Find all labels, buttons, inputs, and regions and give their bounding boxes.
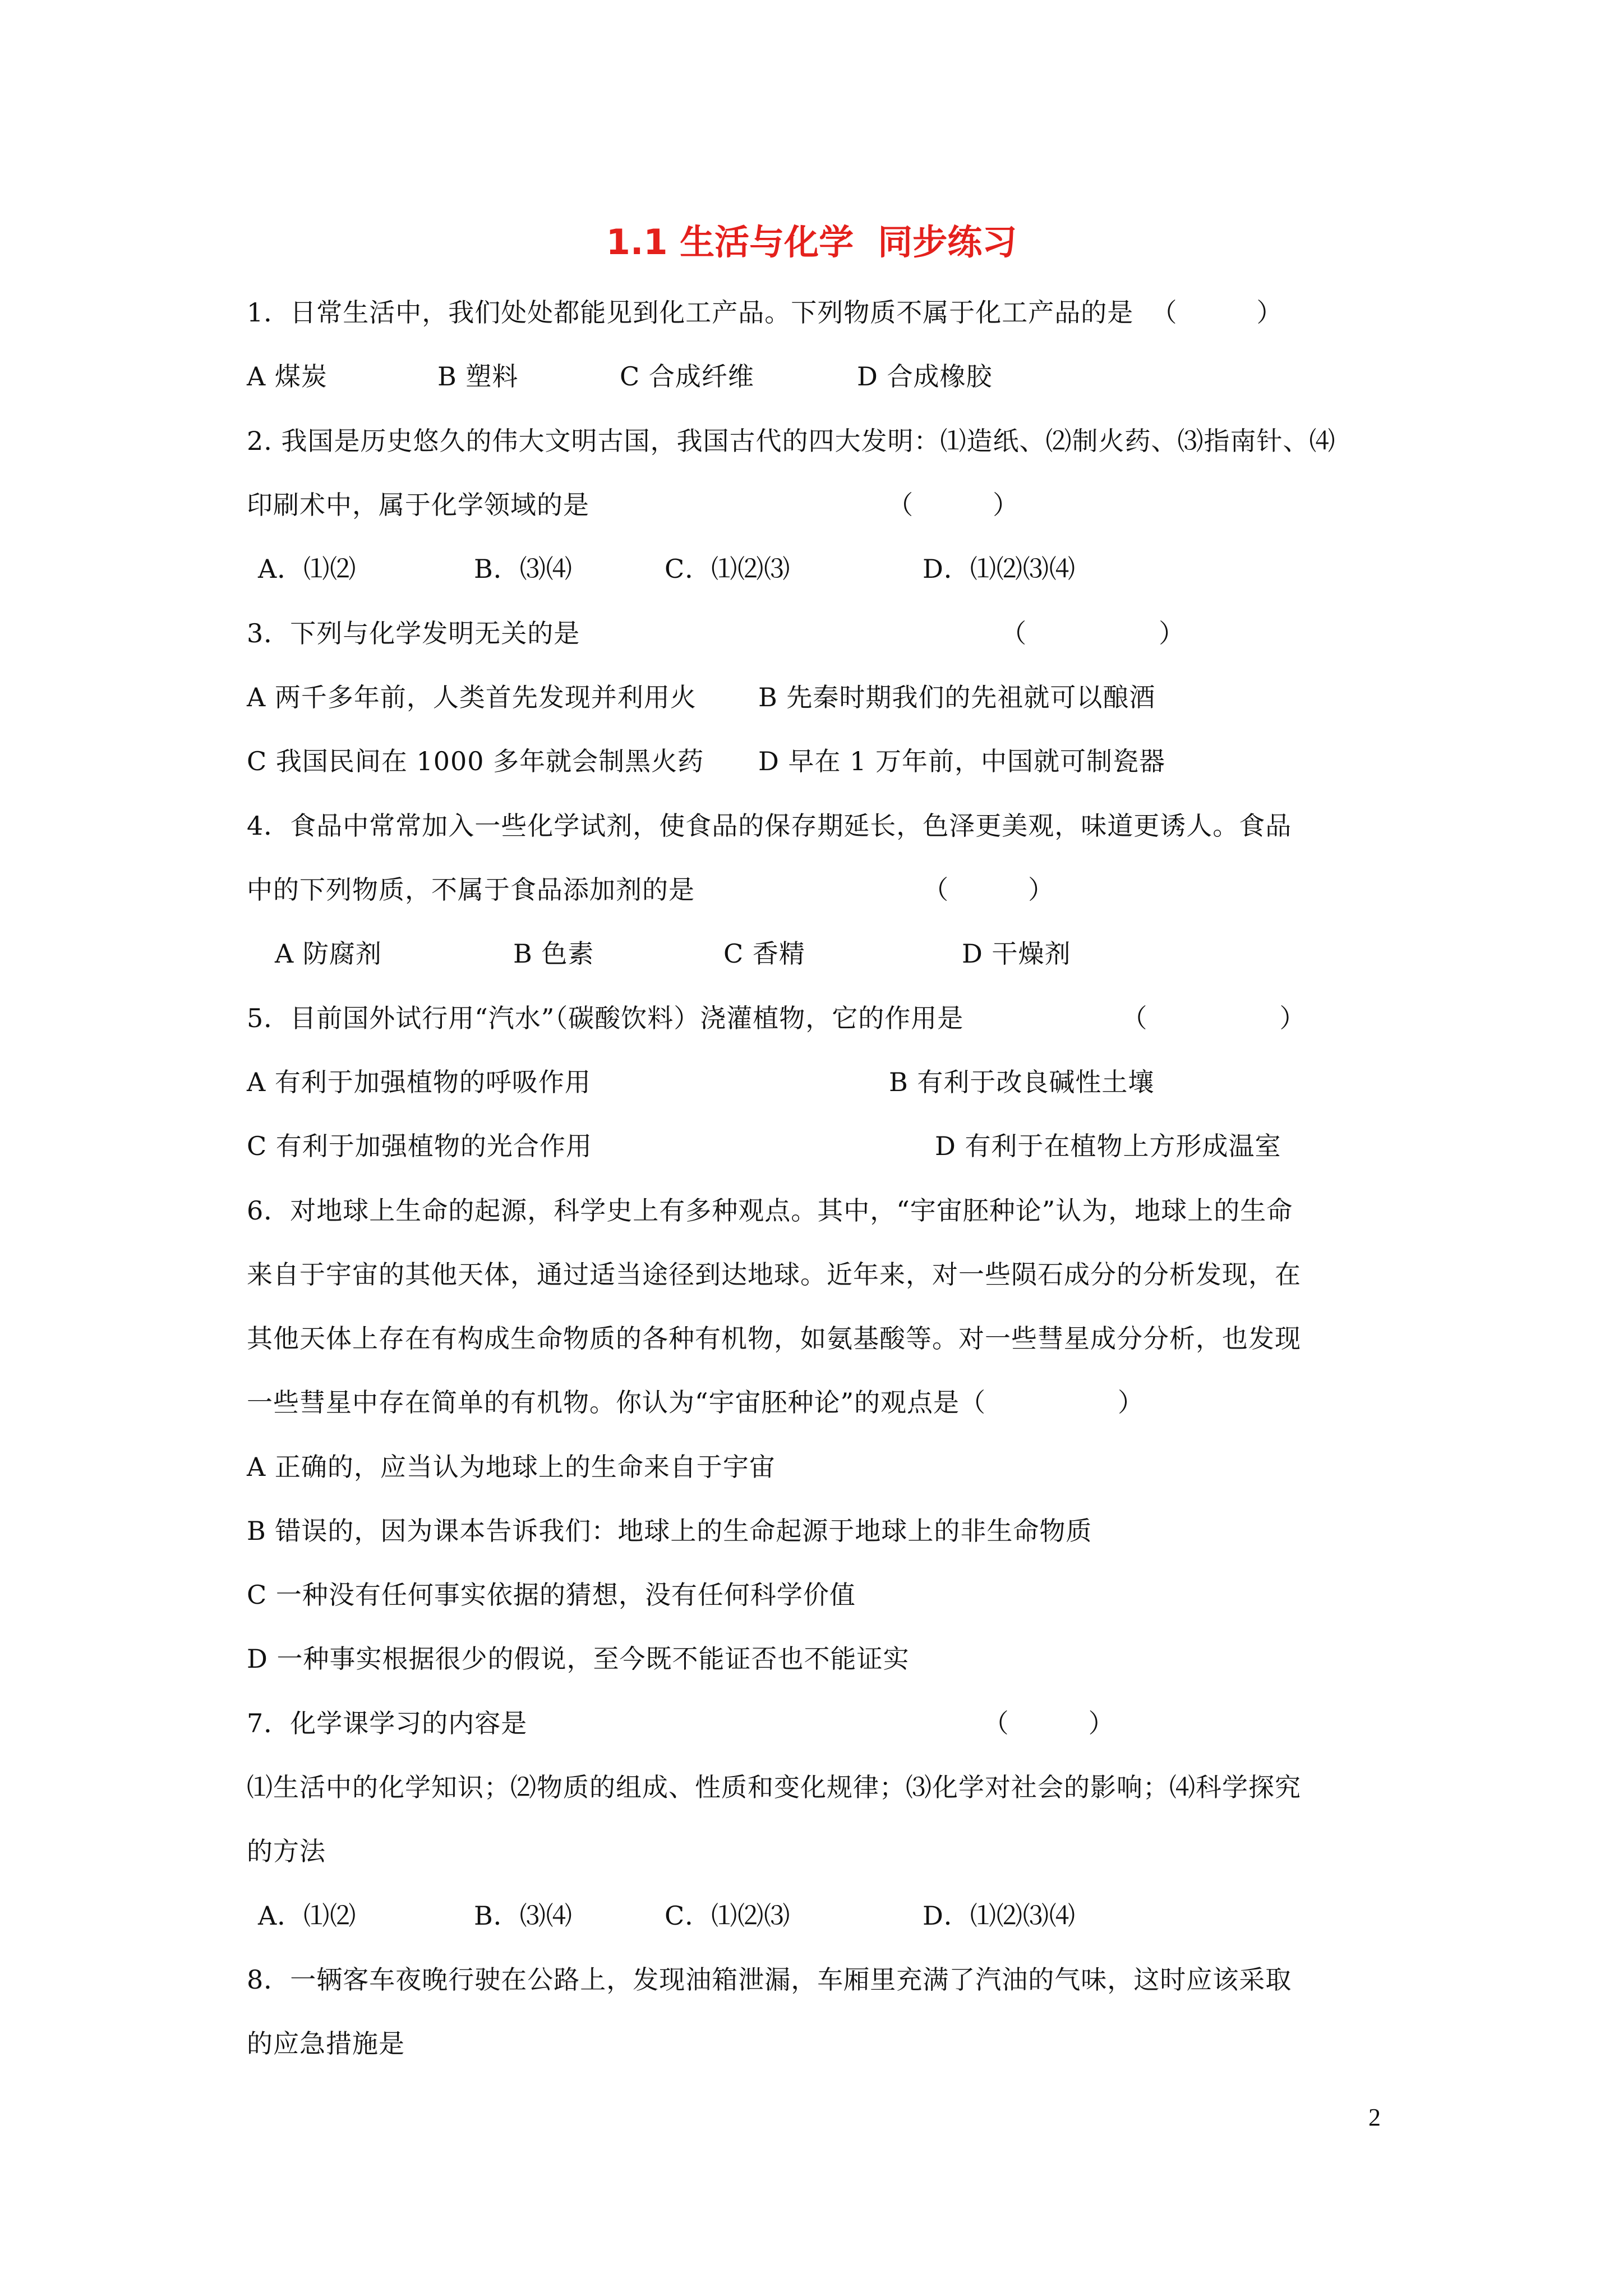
question-8-stem-line-2: 的应急措施是 [247, 2028, 405, 2059]
question-4-option-a: A 防腐剂 [275, 938, 382, 969]
question-2-option-a: A．⑴⑵ [258, 554, 357, 584]
question-7-stem-line-3: 的方法 [247, 1836, 326, 1866]
question-2-option-b: B．⑶⑷ [474, 554, 573, 584]
question-4-option-c: C 香精 [723, 938, 805, 969]
question-4-option-d: D 干燥剂 [962, 938, 1071, 969]
question-2-stem-line-2: 印刷术中，属于化学领域的是 （ ） [247, 490, 1020, 520]
question-2-option-c: C．⑴⑵⑶ [665, 554, 791, 584]
question-5-stem-line-1: 5．目前国外试行用“汽水”（碳酸饮料）浇灌植物，它的作用是 （ ） [247, 1003, 1306, 1033]
page-number: 2 [1368, 2104, 1381, 2131]
question-6-option-b: B 错误的，因为课本告诉我们：地球上的生命起源于地球上的非生命物质 [247, 1516, 1092, 1546]
question-4-stem-line-1: 4．食品中常常加入一些化学试剂，使食品的保存期延长，色泽更美观，味道更诱人。食品 [247, 811, 1292, 841]
question-1-stem-line-1: 1．日常生活中，我们处处都能见到化工产品。下列物质不属于化工产品的是 （ ） [247, 297, 1283, 328]
question-5-option-a: A 有利于加强植物的呼吸作用 [247, 1067, 591, 1097]
question-7-stem-line-2: ⑴生活中的化学知识；⑵物质的组成、性质和变化规律；⑶化学对社会的影响；⑷科学探究 [247, 1772, 1301, 1802]
question-4-option-b: B 色素 [513, 938, 594, 969]
question-7-option-c: C．⑴⑵⑶ [665, 1901, 791, 1931]
question-3-option-c: C 我国民间在 1000 多年就会制黑火药 [247, 746, 704, 776]
question-7-option-d: D．⑴⑵⑶⑷ [923, 1901, 1076, 1931]
question-1-option-a: A 煤炭 [247, 361, 328, 392]
question-7-stem-line-1: 7．化学课学习的内容是 （ ） [247, 1708, 1115, 1738]
question-1-option-b: B 塑料 [437, 361, 519, 392]
question-6-stem-line-2: 来自于宇宙的其他天体，通过适当途径到达地球。近年来，对一些陨石成分的分析发现，在 [247, 1259, 1301, 1290]
question-5-option-d: D 有利于在植物上方形成温室 [935, 1131, 1281, 1161]
question-6-stem-line-3: 其他天体上存在有构成生命物质的各种有机物，如氨基酸等。对一些彗星成分分析，也发现 [247, 1323, 1301, 1354]
question-3-option-d: D 早在 1 万年前，中国就可制瓷器 [758, 746, 1166, 776]
question-7-option-a: A．⑴⑵ [258, 1901, 357, 1931]
question-2-option-d: D．⑴⑵⑶⑷ [923, 554, 1076, 584]
question-1-option-c: C 合成纤维 [620, 361, 754, 392]
question-5-option-c: C 有利于加强植物的光合作用 [247, 1131, 592, 1161]
question-3-option-b: B 先秦时期我们的先祖就可以酿酒 [758, 682, 1156, 712]
question-4-stem-line-2: 中的下列物质，不属于食品添加剂的是 （ ） [247, 875, 1055, 905]
question-3-stem-line-1: 3．下列与化学发明无关的是 （ ） [247, 618, 1186, 648]
question-8-stem-line-1: 8．一辆客车夜晚行驶在公路上，发现油箱泄漏，车厢里充满了汽油的气味，这时应该采取 [247, 1964, 1292, 1995]
question-6-option-c: C 一种没有任何事实依据的猜想，没有任何科学价值 [247, 1580, 856, 1610]
question-6-stem-line-1: 6．对地球上生命的起源，科学史上有多种观点。其中，“宇宙胚种论”认为，地球上的生命 [247, 1195, 1293, 1226]
question-6-option-a: A 正确的，应当认为地球上的生命来自于宇宙 [247, 1452, 776, 1482]
question-2-stem-line-1: 2. 我国是历史悠久的伟大文明古国，我国古代的四大发明：⑴造纸、⑵制火药、⑶指南针、⑷ [247, 426, 1336, 456]
question-6-option-d: D 一种事实根据很少的假说，至今既不能证否也不能证实 [247, 1644, 910, 1674]
page-title: 1.1 生活与化学 同步练习 [606, 222, 1017, 263]
question-3-option-a: A 两千多年前，人类首先发现并利用火 [247, 682, 697, 712]
question-1-option-d: D 合成橡胶 [857, 361, 993, 392]
question-6-stem-line-4: 一些彗星中存在简单的有机物。你认为“宇宙胚种论”的观点是（ ） [247, 1387, 1145, 1418]
question-5-option-b: B 有利于改良碱性土壤 [889, 1067, 1155, 1097]
question-7-option-b: B．⑶⑷ [474, 1901, 573, 1931]
